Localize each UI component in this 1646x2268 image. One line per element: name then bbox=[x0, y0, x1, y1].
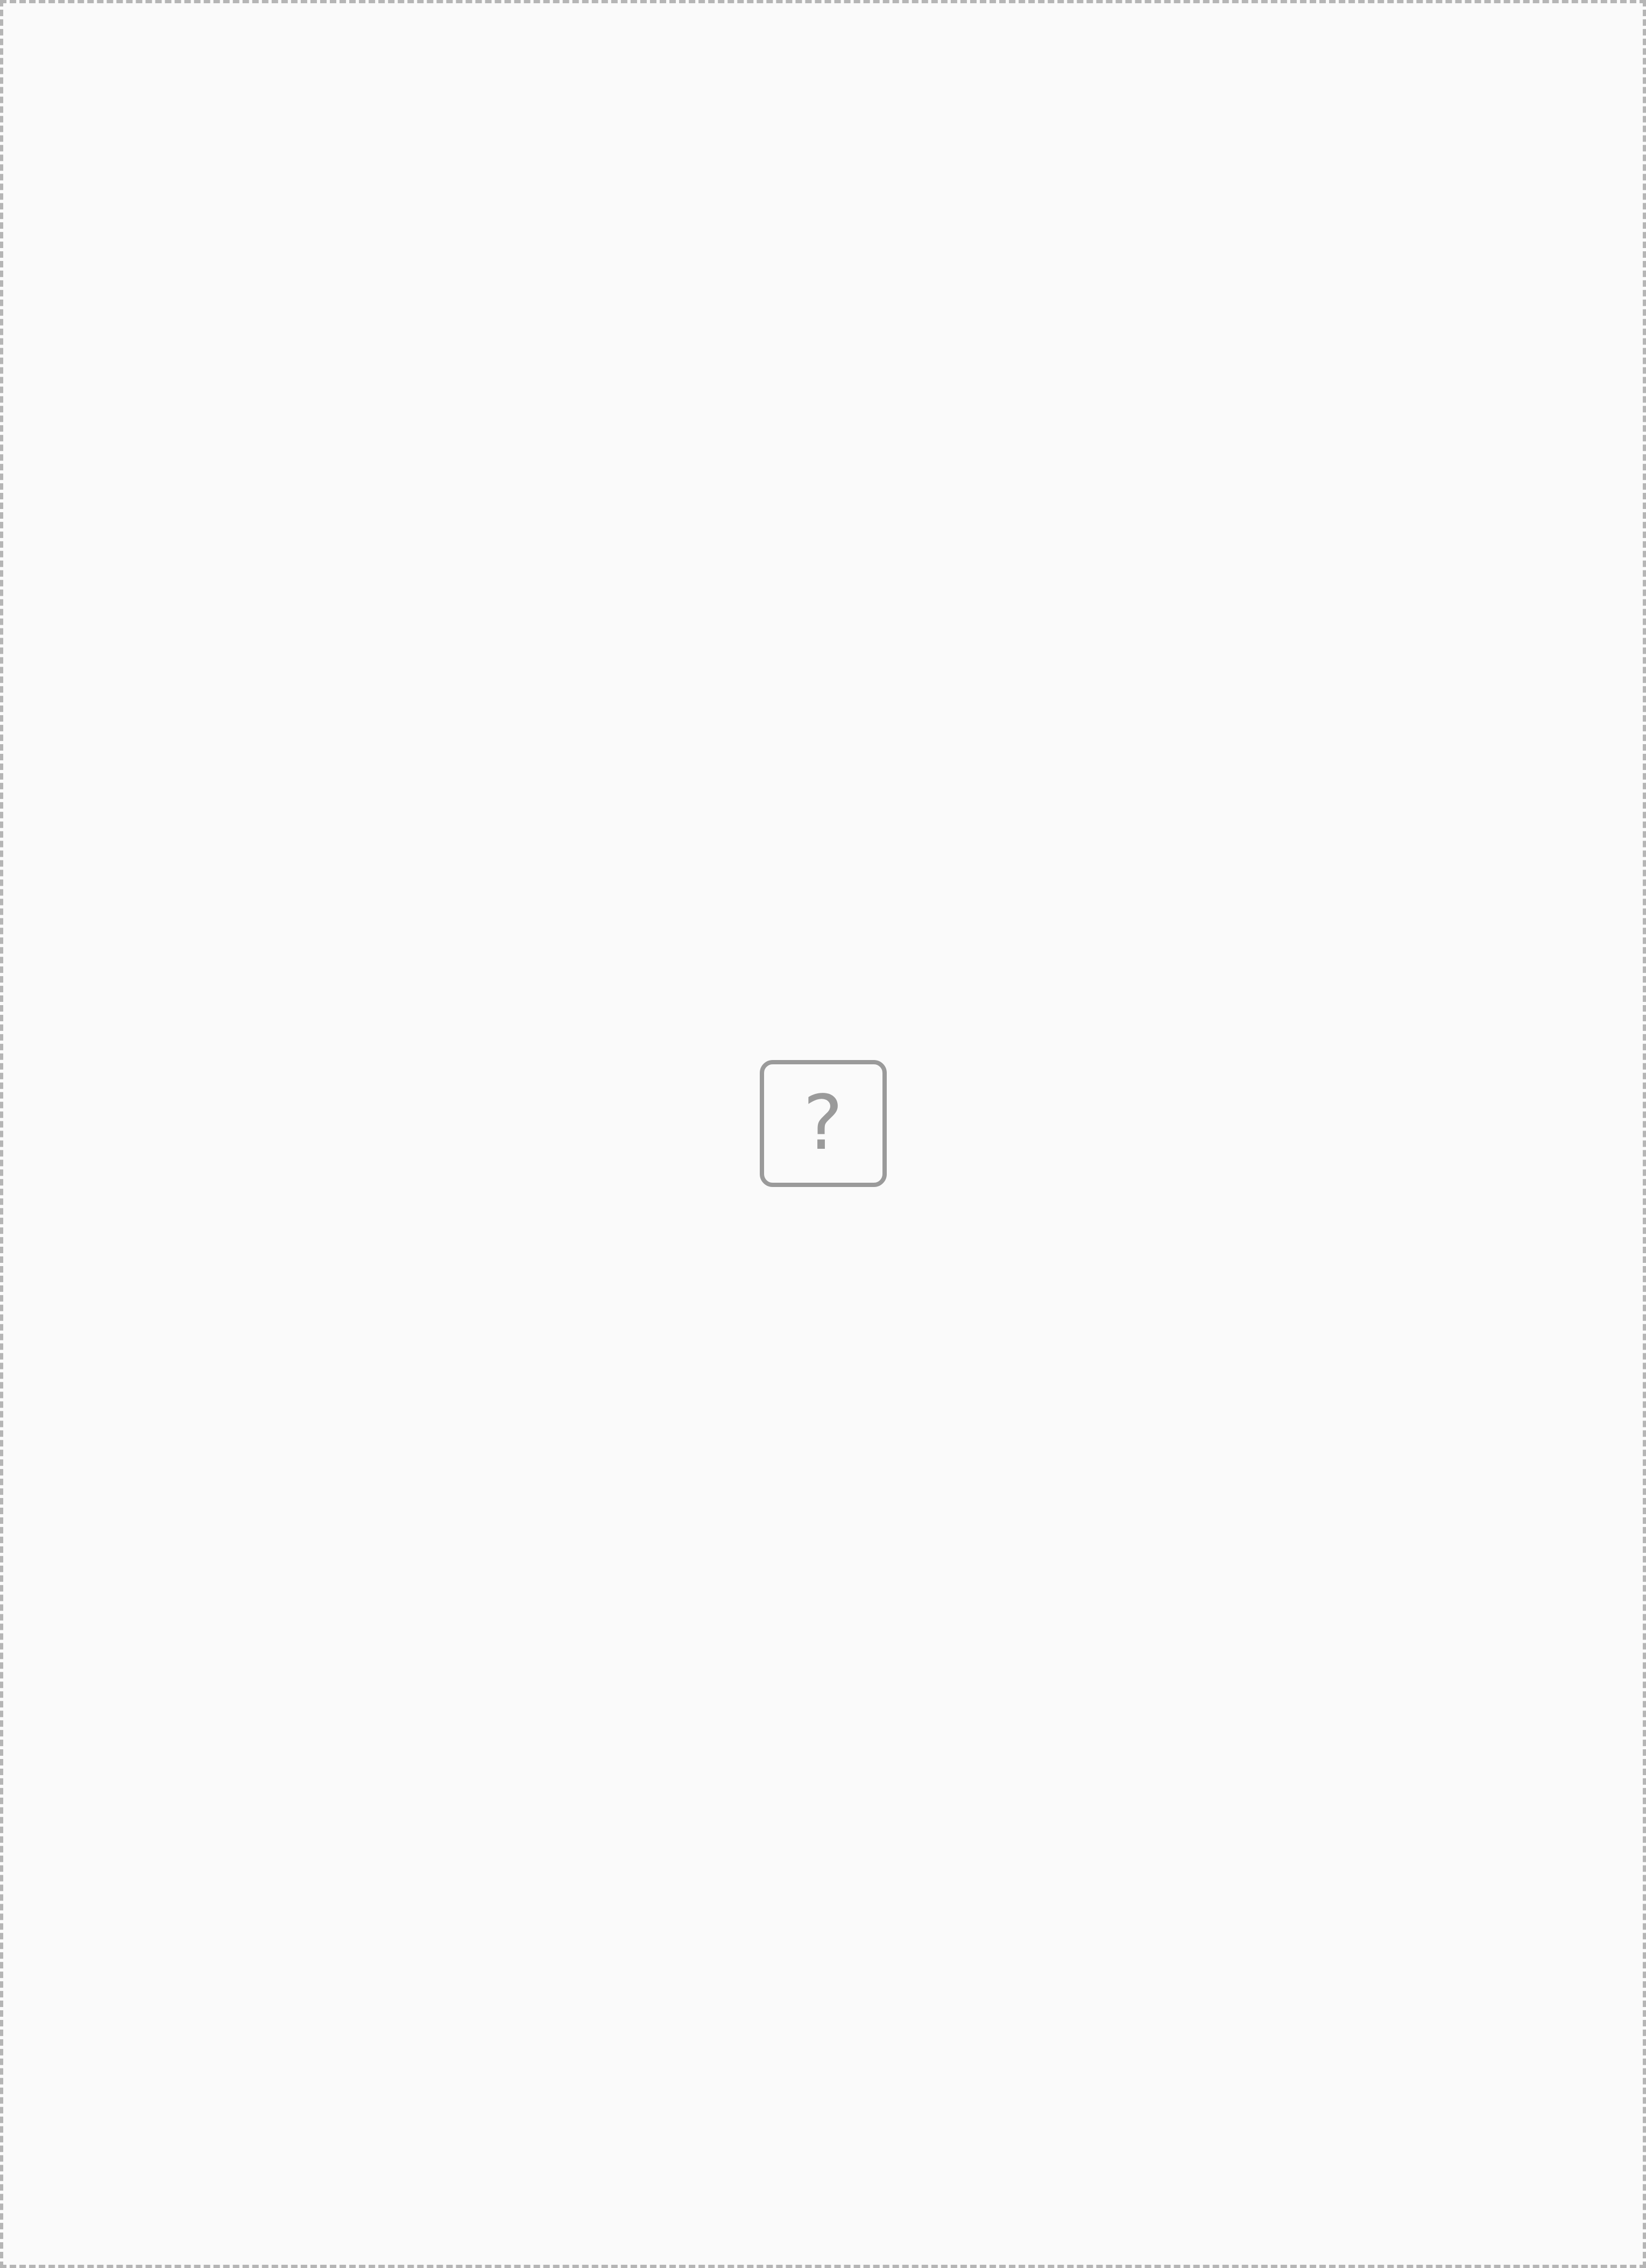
placeholder bbox=[760, 1060, 887, 1209]
image-missing-icon: ? bbox=[760, 1060, 887, 1187]
